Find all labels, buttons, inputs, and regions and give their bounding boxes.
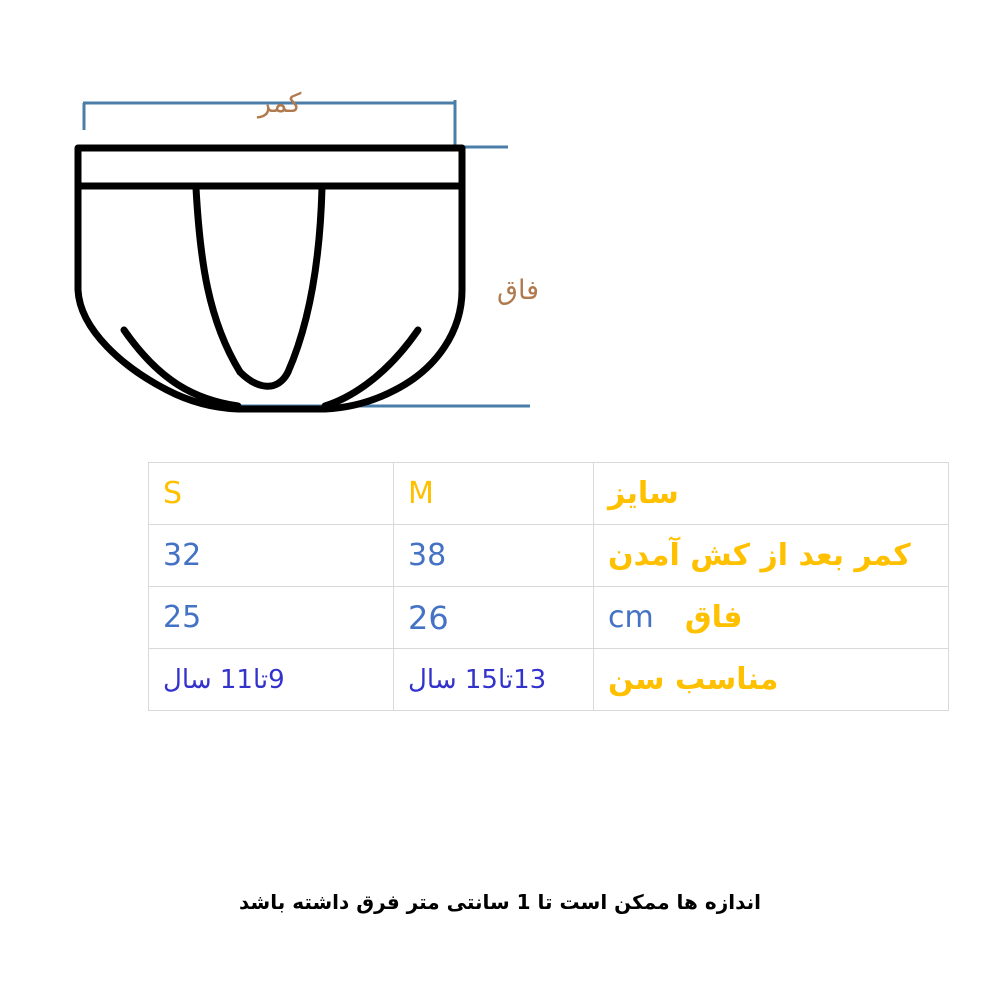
table-row-rise <box>149 587 949 649</box>
row-label-waist: کمر بعد از کش آمدن <box>608 538 911 573</box>
cell-waist-m <box>394 525 594 587</box>
cell-age-m <box>394 649 594 711</box>
size-code-m: M <box>408 476 434 511</box>
row-label-rise: فاق <box>684 600 743 635</box>
age-value-m: 13تا15 سال <box>408 664 547 695</box>
size-tolerance-note: اندازه ها ممکن است تا 1 سانتی متر فرق داشته باشد <box>239 890 761 914</box>
waist-measure-label: کمر <box>258 88 302 119</box>
row-header-size <box>594 463 949 525</box>
cell-age-s <box>149 649 394 711</box>
briefs-outline-icon <box>0 0 1000 450</box>
cell-rise-s <box>149 587 394 649</box>
unit-label-cm: cm <box>608 600 654 635</box>
cell-size-s <box>149 463 394 525</box>
size-chart-table <box>148 462 949 711</box>
row-header-rise <box>594 587 949 649</box>
cell-rise-m <box>394 587 594 649</box>
row-label-age: مناسب سن <box>608 662 779 697</box>
cell-size-m <box>394 463 594 525</box>
table-row-waist <box>149 525 949 587</box>
size-diagram <box>0 0 1000 450</box>
cell-waist-s <box>149 525 394 587</box>
rise-value-m: 26 <box>408 598 449 637</box>
rise-value-s: 25 <box>163 600 202 635</box>
table-row-size <box>149 463 949 525</box>
age-value-s: 9تا11 سال <box>163 664 285 695</box>
waist-value-s: 32 <box>163 538 202 573</box>
table-row-age <box>149 649 949 711</box>
waist-value-m: 38 <box>408 538 447 573</box>
row-header-age <box>594 649 949 711</box>
row-header-waist <box>594 525 949 587</box>
size-code-s: S <box>163 476 183 511</box>
row-label-size: سایز <box>608 476 679 511</box>
rise-measure-label: فاق <box>497 275 540 306</box>
